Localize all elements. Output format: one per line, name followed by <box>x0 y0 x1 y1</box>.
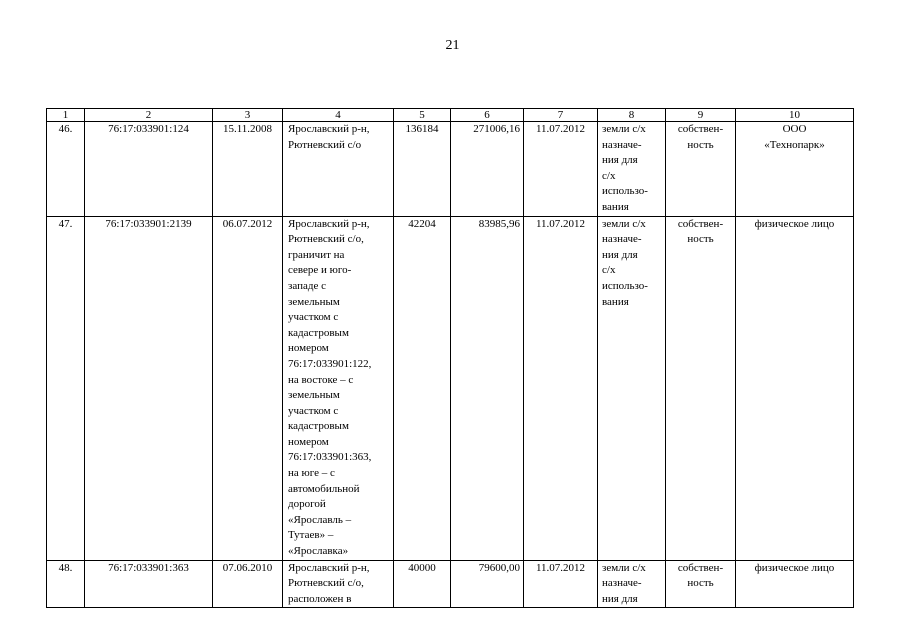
right-type-cell: собствен- ность <box>666 560 736 608</box>
header-row <box>47 109 854 122</box>
registration-date-cell: 07.06.2010 <box>213 560 283 608</box>
table-row <box>47 560 854 608</box>
column-header: 4 <box>283 109 394 122</box>
land-category-cell: земли с/х назначе- ния для с/х использо- вания <box>598 122 666 217</box>
column-header: 3 <box>213 109 283 122</box>
area-cell: 136184 <box>394 122 451 217</box>
land-category-cell: земли с/х назначе- ния для <box>598 560 666 608</box>
cadastral-value-cell: 271006,16 <box>451 122 524 217</box>
area-cell: 42204 <box>394 216 451 560</box>
column-header: 5 <box>394 109 451 122</box>
right-type-cell: собствен- ность <box>666 122 736 217</box>
row-number-cell: 46. <box>47 122 85 217</box>
cadastral-number-cell: 76:17:033901:363 <box>85 560 213 608</box>
owner-cell: физическое лицо <box>736 560 854 608</box>
owner-cell: физическое лицо <box>736 216 854 560</box>
cadastral-number-cell: 76:17:033901:124 <box>85 122 213 217</box>
right-type-cell: собствен- ность <box>666 216 736 560</box>
column-header: 7 <box>524 109 598 122</box>
registration-date-cell: 06.07.2012 <box>213 216 283 560</box>
page-number: 21 <box>445 38 460 53</box>
row-number-cell: 47. <box>47 216 85 560</box>
land-category-cell: земли с/х назначе- ния для с/х использо- вания <box>598 216 666 560</box>
location-cell: Ярославский р-н, Рютневский с/о, расположен в <box>283 560 394 608</box>
column-header: 8 <box>598 109 666 122</box>
location-cell: Ярославский р-н, Рютневский с/о, граничит на севере и юго- западе с земельным участком с кадастровым номером 76:17:033901:122, на востоке – с земельным участком с кадастровым номером 76:17:033901:363, на юге – с автомобильной дорогой «Ярославль – Тутаев» – «Ярославка» <box>283 216 394 560</box>
cadastral-number-cell: 76:17:033901:2139 <box>85 216 213 560</box>
column-header: 9 <box>666 109 736 122</box>
valuation-date-cell: 11.07.2012 <box>524 216 598 560</box>
owner-cell: ООО «Технопарк» <box>736 122 854 217</box>
land-registry-table <box>46 108 854 608</box>
registration-date-cell: 15.11.2008 <box>213 122 283 217</box>
column-header: 6 <box>451 109 524 122</box>
column-header: 10 <box>736 109 854 122</box>
column-header: 1 <box>47 109 85 122</box>
valuation-date-cell: 11.07.2012 <box>524 122 598 217</box>
table-row <box>47 122 854 217</box>
valuation-date-cell: 11.07.2012 <box>524 560 598 608</box>
column-header: 2 <box>85 109 213 122</box>
location-cell: Ярославский р-н, Рютневский с/о <box>283 122 394 217</box>
area-cell: 40000 <box>394 560 451 608</box>
cadastral-value-cell: 79600,00 <box>451 560 524 608</box>
table-row <box>47 216 854 560</box>
row-number-cell: 48. <box>47 560 85 608</box>
cadastral-value-cell: 83985,96 <box>451 216 524 560</box>
